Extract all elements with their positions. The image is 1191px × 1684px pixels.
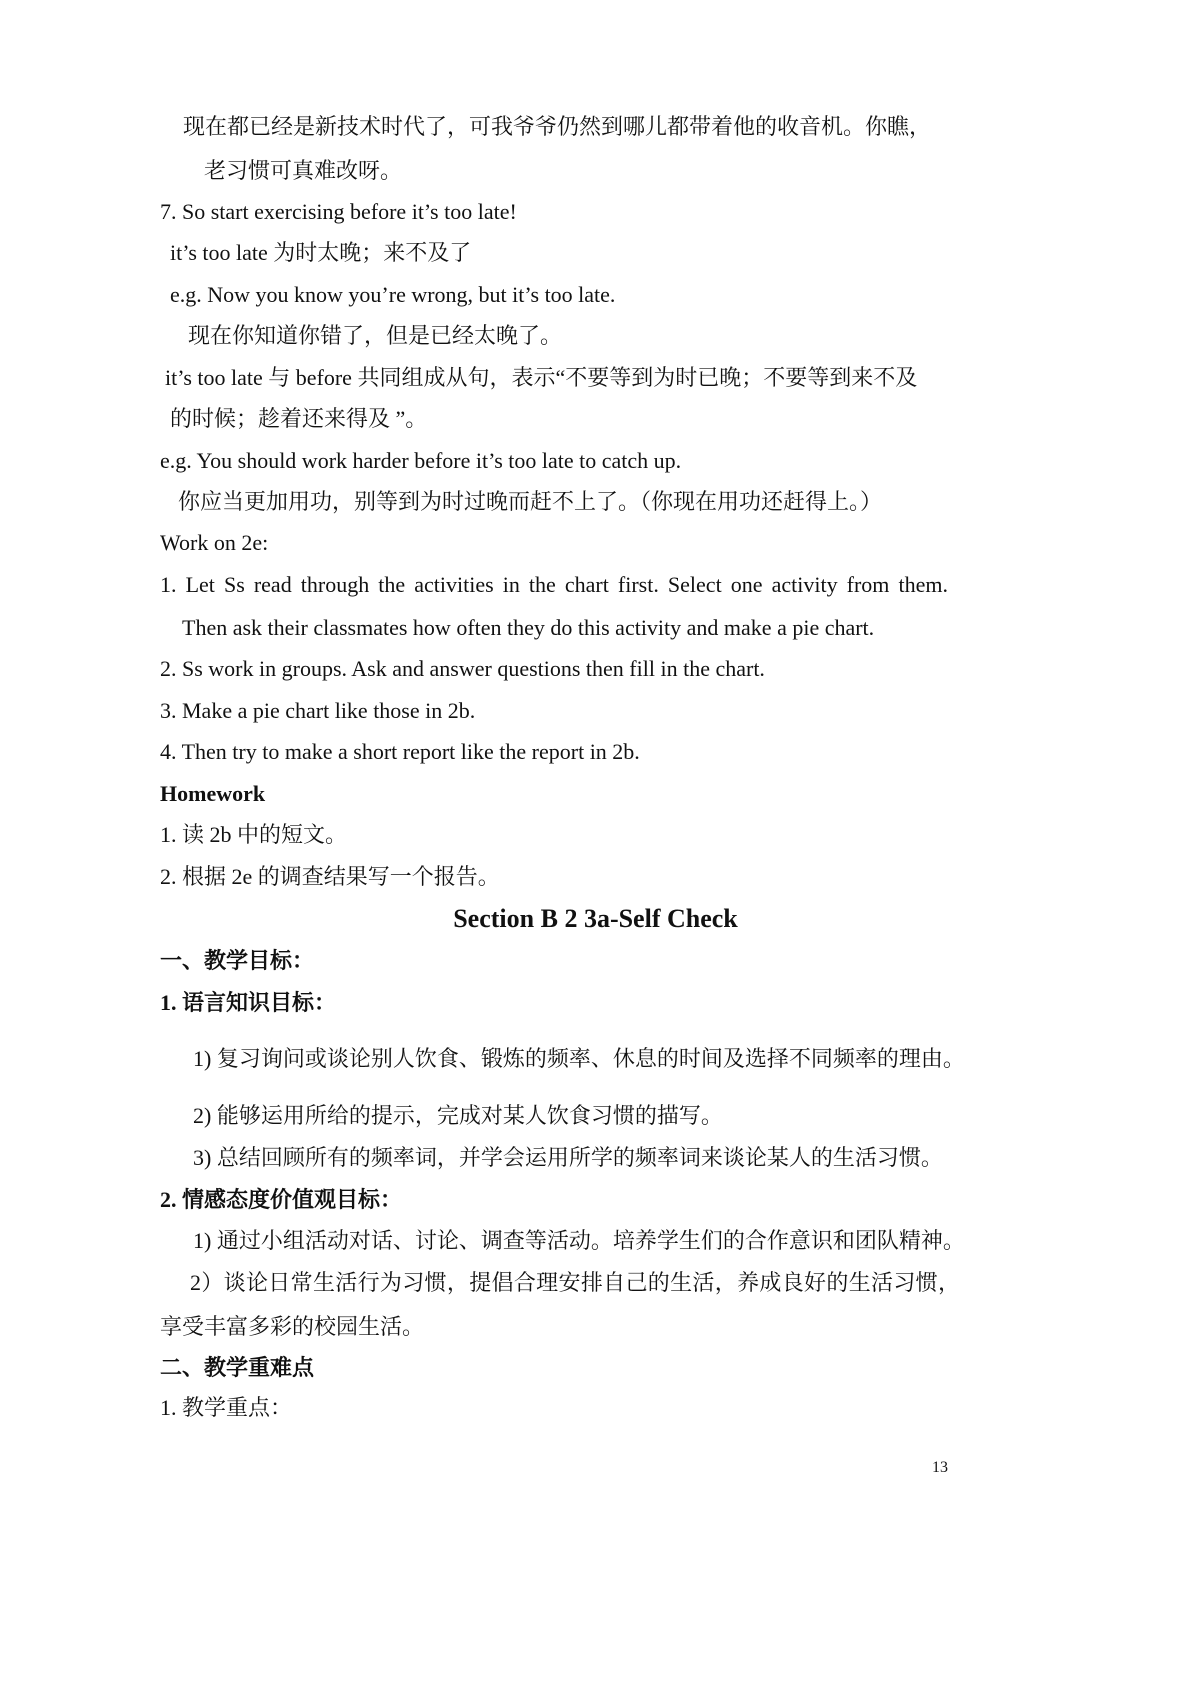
objective-item: 2) 能够运用所给的提示，完成对某人饮食习惯的描写。 xyxy=(193,1103,723,1128)
example-translation-line: 现在都已经是新技术时代了，可我爷爷仍然到哪儿都带着他的收音机。你瞧， xyxy=(183,114,932,139)
example-sentence: e.g. You should work harder before it’s too late to catch up. xyxy=(160,448,682,473)
example-translation-line: 老习惯可真难改呀。 xyxy=(204,158,403,183)
example-translation-line: 现在你知道你错了，但是已经太晚了。 xyxy=(188,323,563,348)
objective-item: 1) 通过小组活动对话、讨论、调查等活动。培养学生们的合作意识和团队精神。 xyxy=(193,1228,965,1253)
grammar-note-line: it’s too late 与 before 共同组成从句，表示“不要等到为时已晚；不要等到来不及 xyxy=(165,365,918,390)
section-heading: 一、教学目标： xyxy=(160,948,315,973)
homework-item: 1. 读 2b 中的短文。 xyxy=(160,822,348,847)
section-heading: 二、教学重难点 xyxy=(160,1355,315,1380)
subsection-heading: 1. 教学重点： xyxy=(160,1395,293,1420)
homework-item: 2. 根据 2e 的调查结果写一个报告。 xyxy=(160,864,500,889)
objective-item: 1) 复习询问或谈论别人饮食、锻炼的频率、休息的时间及选择不同频率的理由。 xyxy=(193,1046,965,1071)
grammar-note-line: 的时候；趁着还来得及 ”。 xyxy=(170,406,428,431)
objective-item: 3) 总结回顾所有的频率词，并学会运用所学的频率词来谈论某人的生活习惯。 xyxy=(193,1145,943,1170)
subsection-heading: 2. 情感态度价值观目标： xyxy=(160,1187,403,1212)
objective-item: 2）谈论日常生活行为习惯，提倡合理安排自己的生活，养成良好的生活习惯， xyxy=(190,1270,960,1295)
subsection-heading: 1. 语言知识目标： xyxy=(160,990,337,1015)
example-sentence: e.g. Now you know you’re wrong, but it’s too late. xyxy=(170,282,616,307)
activity-step: 1. Let Ss read through the activities in the chart first. Select one activity from them. xyxy=(160,572,948,597)
activity-step: 2. Ss work in groups. Ask and answer questions then fill in the chart. xyxy=(160,656,765,681)
activity-step-continuation: Then ask their classmates how often they do this activity and make a pie chart. xyxy=(182,615,875,640)
activity-step: 3. Make a pie chart like those in 2b. xyxy=(160,698,476,723)
section-title: Section B 2 3a-Self Check xyxy=(453,904,738,933)
language-point-title: 7. So start exercising before it’s too late! xyxy=(160,199,517,224)
activity-step: 4. Then try to make a short report like the report in 2b. xyxy=(160,739,640,764)
phrase-definition: it’s too late 为时太晚；来不及了 xyxy=(170,240,472,265)
page-number: 13 xyxy=(932,1459,948,1476)
homework-heading: Homework xyxy=(160,781,266,806)
activity-heading: Work on 2e: xyxy=(160,530,269,555)
example-translation-line: 你应当更加用功，别等到为时过晚而赶不上了。（你现在用功还赶得上。） xyxy=(178,489,883,514)
objective-item-continuation: 享受丰富多彩的校园生活。 xyxy=(160,1314,425,1339)
